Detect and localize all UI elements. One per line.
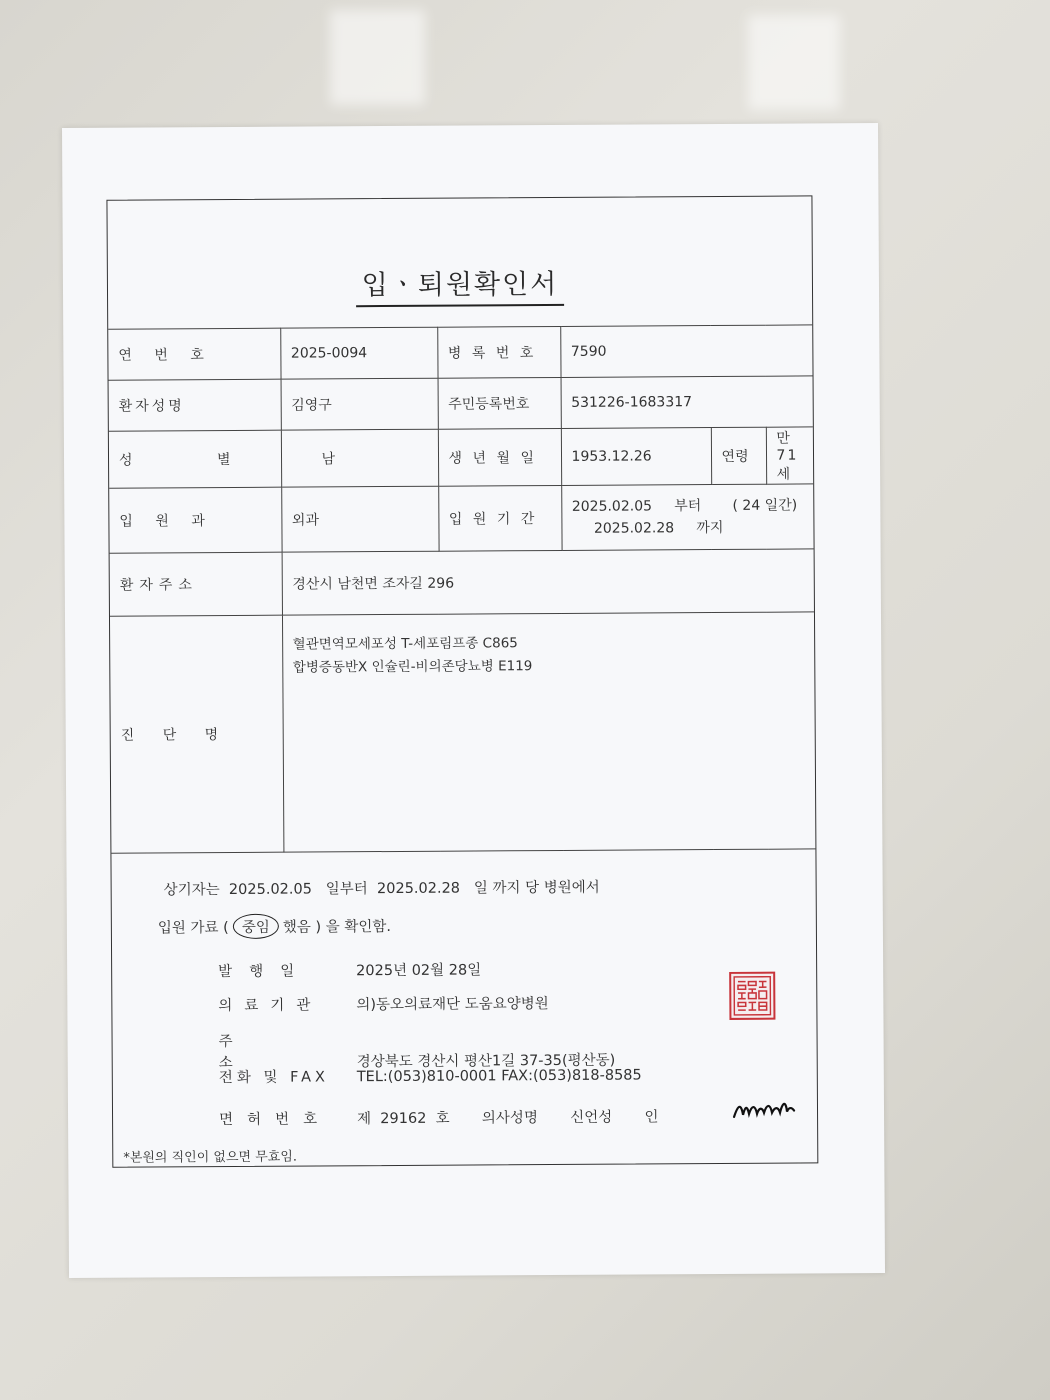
form-frame	[106, 195, 818, 1167]
age-value: 만 71 세	[766, 427, 813, 484]
patient-info-table	[108, 324, 815, 853]
institution-value: 의)동오의료재단 도움요양병원	[356, 996, 549, 1014]
document-paper	[62, 123, 885, 1278]
confirmation-line-2	[158, 913, 391, 939]
rrn-value: 531226-1683317	[561, 376, 813, 429]
circled-status: 중임	[233, 914, 279, 939]
seal-pattern-icon	[733, 975, 771, 1017]
license-value: 제 29162 호 의사성명 신언성 인	[357, 1109, 659, 1128]
institution-label: 의료기관	[218, 997, 323, 1015]
dept-label: 입 원 과	[109, 487, 281, 553]
serial-label: 연 번 호	[108, 328, 280, 380]
age-label: 연령	[711, 427, 766, 484]
period-from: 2025.02.05	[571, 498, 653, 515]
birth-label: 생 년 월 일	[438, 428, 561, 486]
confirmation-prefix: 입원 가료 (	[157, 919, 229, 937]
phone-label: 전화 및 FAX	[218, 1069, 329, 1087]
license-label: 면허번호	[219, 1111, 332, 1129]
phone-value: TEL:(053)810-0001 FAX:(053)818-8585	[356, 1067, 642, 1086]
hospital-seal-stamp	[729, 972, 775, 1020]
diagnosis-line-2: 합병증동반X 인슐린-비의존당뇨병 E119	[292, 658, 533, 676]
record-value: 7590	[560, 325, 812, 378]
serial-value: 2025-0094	[280, 327, 437, 379]
signature-scribble-icon	[732, 1099, 796, 1121]
address-label: 환자주소	[110, 552, 282, 616]
period-label: 입 원 기 간	[438, 485, 561, 551]
validity-note: *본원의 직인이 없으면 무효임.	[123, 1149, 298, 1166]
hospital-address-label: 주소	[218, 1033, 313, 1072]
dept-value: 외과	[281, 486, 438, 552]
confirmation-suffix: 했음 ) 을 확인함.	[282, 919, 391, 936]
document-title: 입ㆍ퇴원확인서	[108, 260, 812, 303]
name-label: 환자성명	[109, 379, 281, 431]
sex-label: 성 별	[109, 430, 281, 488]
issue-date-row	[218, 958, 481, 981]
address-value: 경산시 남천면 조자길 296	[282, 549, 814, 615]
name-value: 김영구	[281, 378, 438, 430]
period-to-suffix: 까지	[696, 519, 724, 537]
period-to: 2025.02.28	[593, 520, 675, 537]
diagnosis-line-1: 혈관면역모세포성 T-세포림프종 C865	[292, 635, 518, 653]
period-days: ( 24 일간)	[732, 497, 798, 514]
hospital-address-value: 경상북도 경산시 평산1길 37-35(평산동)	[356, 1052, 616, 1071]
sex-value: 남	[281, 429, 438, 487]
issue-date-value: 2025년 02월 28일	[356, 962, 482, 980]
doctor-signature	[732, 1099, 796, 1125]
confirmation-section	[111, 854, 815, 1166]
birth-value: 1953.12.26	[561, 428, 711, 486]
rrn-label: 주민등록번호	[438, 377, 561, 429]
license-row	[219, 1105, 659, 1129]
confirmation-line-1: 상기자는 2025.02.05 일부터 2025.02.28 일 까지 당 병원에서	[163, 879, 600, 899]
diagnosis-cell	[282, 612, 815, 852]
issue-date-label: 발행일	[218, 963, 312, 981]
institution-row	[218, 992, 548, 1015]
phone-row	[219, 1063, 642, 1087]
diagnosis-label: 진 단 명	[110, 615, 283, 853]
admission-period	[561, 484, 813, 551]
period-from-suffix: 부터	[674, 498, 702, 515]
record-label: 병 록 번 호	[437, 326, 560, 378]
